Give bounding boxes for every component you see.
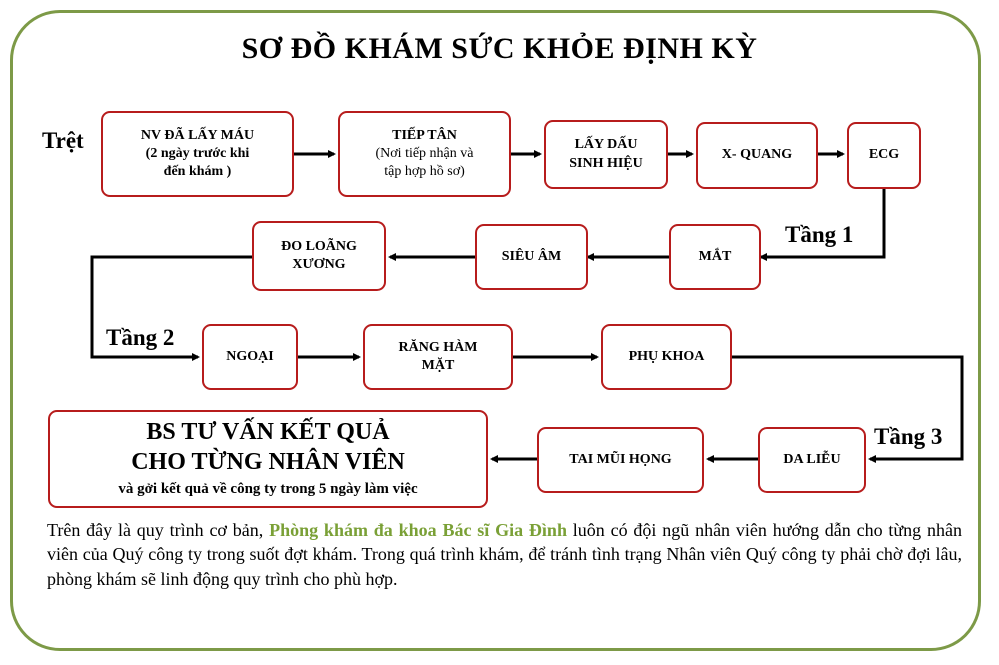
step-result-consultation: BS TƯ VẤN KẾT QUẢ CHO TỪNG NHÂN VIÊN và gởi kết quả về công ty trong 5 ngày làm việc	[48, 410, 488, 508]
step-xray: X- QUANG	[696, 122, 818, 189]
step-vital-signs: LẤY DẤU SINH HIỆU	[544, 120, 668, 189]
floor-label-1: Tầng 1	[785, 222, 854, 247]
step-ecg: ECG	[847, 122, 921, 189]
process-note: Trên đây là quy trình cơ bản, Phòng khám đa khoa Bác sĩ Gia Đình luôn có đội ngũ nhân viên hướng dẫn cho từng nhân viên của Quý công ty trong suốt đợt khám. Trong quá trình khám, để tránh tình trạng Nhân viên Quý công ty phải chờ đợi lâu, phòng khám sẽ linh động quy trình cho phù hợp.	[47, 520, 962, 589]
step-bone-density: ĐO LOÃNG XƯƠNG	[252, 221, 386, 291]
step-ultrasound: SIÊU ÂM	[475, 224, 588, 290]
floor-label-2: Tầng 2	[106, 325, 175, 350]
step-surgery: NGOẠI	[202, 324, 298, 390]
step-ent: TAI MŨI HỌNG	[537, 427, 704, 493]
clinic-name: Phòng khám đa khoa Bác sĩ Gia Đình	[269, 520, 567, 540]
step-gynecology: PHỤ KHOA	[601, 324, 732, 390]
step-blood-drawn: NV ĐÃ LẤY MÁU (2 ngày trước khi đến khám )	[101, 111, 294, 197]
diagram-title: SƠ ĐỒ KHÁM SỨC KHỎE ĐỊNH KỲ	[241, 32, 758, 65]
floor-label-3: Tầng 3	[874, 424, 943, 449]
step-eye: MẮT	[669, 224, 761, 290]
step-dermatology: DA LIỄU	[758, 427, 866, 493]
floor-label-ground: Trệt	[42, 128, 84, 153]
step-reception: TIẾP TÂN (Nơi tiếp nhận và tập hợp hồ sơ)	[338, 111, 511, 197]
step-dental: RĂNG HÀM MẶT	[363, 324, 513, 390]
